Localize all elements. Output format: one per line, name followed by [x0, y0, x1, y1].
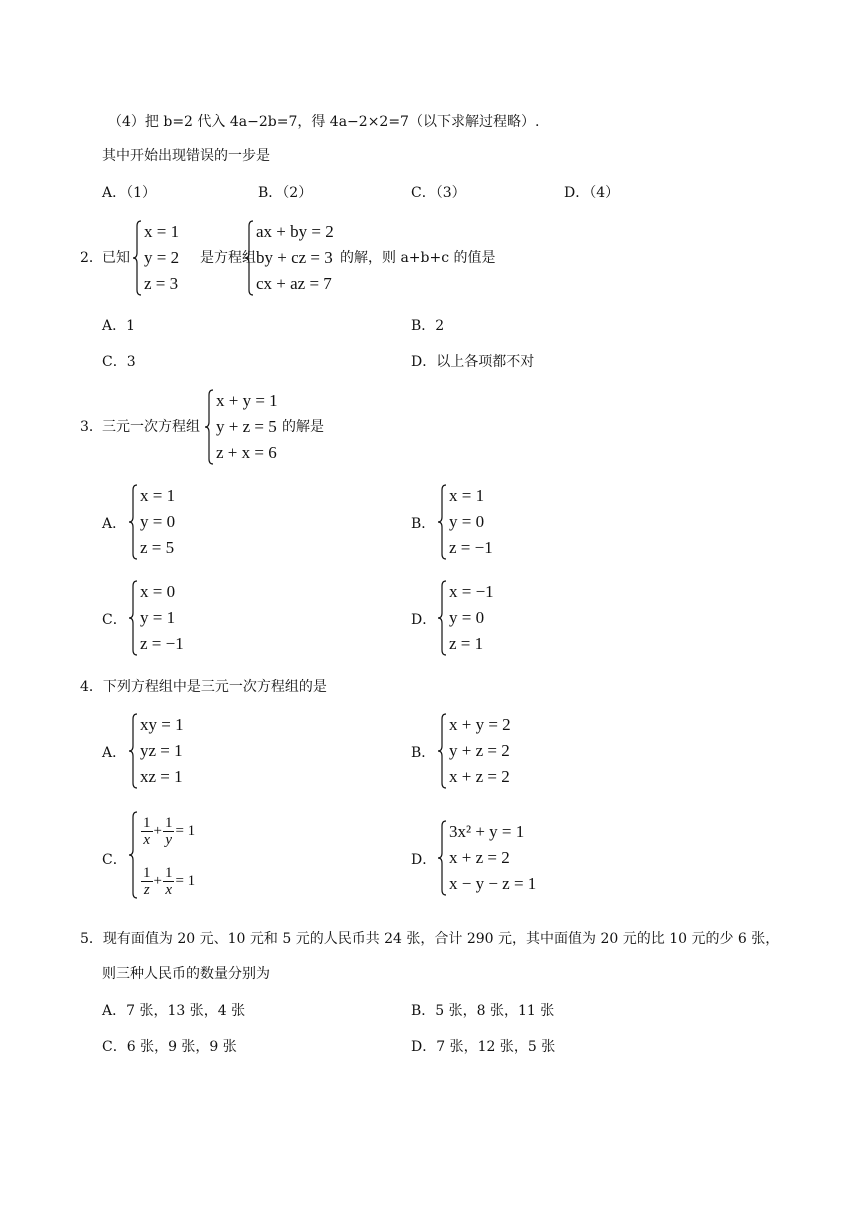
brace-icon	[132, 219, 142, 297]
question-3-number: 3．	[80, 419, 103, 435]
q2-option-d[interactable]: D．以上各项都不对	[411, 354, 535, 370]
q2-option-c[interactable]: C．3	[102, 354, 136, 370]
equation: xz = 1	[140, 767, 183, 786]
equation: z = −1	[449, 538, 493, 557]
brace-icon	[204, 388, 214, 466]
q4-option-a-label[interactable]: A．	[102, 745, 127, 761]
brace-icon	[244, 219, 254, 297]
equation: z = 5	[140, 538, 175, 557]
question-3-post: 的解是	[282, 419, 324, 435]
q3-option-d-label[interactable]: D．	[411, 612, 437, 628]
equation: x + z = 2	[449, 848, 510, 867]
equation: by + cz = 3	[256, 248, 333, 267]
brace-icon	[128, 579, 138, 657]
q2-equation-system	[244, 219, 334, 297]
question-5-line-1: 5．现有面值为 20 元、10 元和 5 元的人民币共 24 张，合计 290 元，其中面值为 20 元的比 10 元的少 6 张，	[80, 931, 780, 947]
brace-icon	[128, 712, 138, 790]
q3-option-a-system[interactable]	[128, 483, 175, 561]
q5-option-a[interactable]: A．7 张，13 张，4 张	[102, 1003, 246, 1019]
equation: $\frac{1}{z}$ + $\frac{1}{x}$ = 1	[143, 864, 196, 898]
equation: z + x = 6	[216, 443, 277, 462]
equation: x − y − z = 1	[449, 874, 537, 893]
brace-icon	[437, 483, 447, 561]
equation: x = 1	[449, 486, 485, 505]
equation: y = 0	[449, 608, 485, 627]
equation: yz = 1	[140, 741, 183, 760]
brace-icon	[437, 819, 447, 897]
q3-option-c-system[interactable]	[128, 579, 184, 657]
q3-option-b-label[interactable]: B．	[411, 516, 436, 532]
q2-option-b[interactable]: B．2	[411, 318, 445, 334]
equation: xy = 1	[140, 715, 184, 734]
equation: ax + by = 2	[256, 222, 334, 241]
question-1-prompt: 其中开始出现错误的一步是	[102, 148, 270, 164]
brace-icon	[128, 810, 138, 900]
equation: y = 0	[449, 512, 485, 531]
equation: $\frac{1}{x}$ + $\frac{1}{y}$ = 1	[143, 814, 196, 848]
question-3-pre: 三元一次方程组	[102, 419, 200, 435]
equation: x + y = 2	[449, 715, 511, 734]
q3-equation-system	[204, 388, 278, 466]
q5-option-b[interactable]: B．5 张，8 张，11 张	[411, 1003, 555, 1019]
question-2-pre: 已知	[102, 250, 130, 266]
brace-icon	[437, 579, 447, 657]
equation: x = 1	[140, 486, 176, 505]
fraction: $\frac{1}{x}$	[164, 864, 173, 898]
brace-icon	[437, 712, 447, 790]
equation: z = 3	[144, 274, 179, 293]
q3-option-d-system[interactable]	[437, 579, 494, 657]
q4-option-b-label[interactable]: B．	[411, 745, 436, 761]
equation: x = 1	[144, 222, 180, 241]
step-4-text: （4）把 b=2 代入 4a−2b=7，得 4a−2×2=7（以下求解过程略）.	[108, 114, 540, 130]
question-5-line-2: 则三种人民币的数量分别为	[102, 966, 270, 982]
q1-option-d[interactable]: D．（4）	[564, 185, 620, 201]
equation: y = 1	[140, 608, 176, 627]
q4-option-a-system[interactable]	[128, 712, 184, 790]
equation: x = 0	[140, 582, 176, 601]
q2-solution-system	[132, 219, 179, 297]
question-2-number: 2．	[80, 250, 103, 266]
equation: y = 2	[144, 248, 180, 267]
equation: z = −1	[140, 634, 184, 653]
equation: x + z = 2	[449, 767, 510, 786]
q1-option-a[interactable]: A．（1）	[102, 185, 157, 201]
q4-option-d-label[interactable]: D．	[411, 852, 437, 868]
q5-option-c[interactable]: C．6 张，9 张，9 张	[102, 1039, 237, 1055]
fraction: $\frac{1}{x}$	[143, 814, 151, 848]
q3-option-c-label[interactable]: C．	[102, 612, 127, 628]
equation: 3x² + y = 1	[449, 822, 525, 841]
q1-option-b[interactable]: B．（2）	[258, 185, 313, 201]
equation: cx + az = 7	[256, 274, 332, 293]
q2-option-a[interactable]: A．1	[102, 318, 136, 334]
equation: z = 1	[449, 634, 484, 653]
q1-option-c[interactable]: C．（3）	[411, 185, 466, 201]
q3-option-a-label[interactable]: A．	[102, 516, 127, 532]
equation: x + y = 1	[216, 391, 278, 410]
fraction: $\frac{1}{z}$	[143, 864, 151, 898]
question-4-text: 4．下列方程组中是三元一次方程组的是	[80, 679, 327, 695]
q4-option-d-system[interactable]	[437, 819, 536, 897]
q4-option-c-label[interactable]: C．	[102, 852, 127, 868]
equation: y + z = 2	[449, 741, 510, 760]
question-2-post: 的解，则 a+b+c 的值是	[340, 250, 496, 266]
q4-option-c-system[interactable]	[128, 810, 195, 900]
equation: y = 0	[140, 512, 176, 531]
q5-option-d[interactable]: D．7 张，12 张，5 张	[411, 1039, 556, 1055]
equation: y + z = 5	[216, 417, 277, 436]
question-2-mid: 是方程组	[200, 250, 256, 266]
q3-option-b-system[interactable]	[437, 483, 493, 561]
fraction: $\frac{1}{y}$	[164, 814, 173, 848]
brace-icon	[128, 483, 138, 561]
q4-option-b-system[interactable]	[437, 712, 511, 790]
equation: x = −1	[449, 582, 494, 601]
